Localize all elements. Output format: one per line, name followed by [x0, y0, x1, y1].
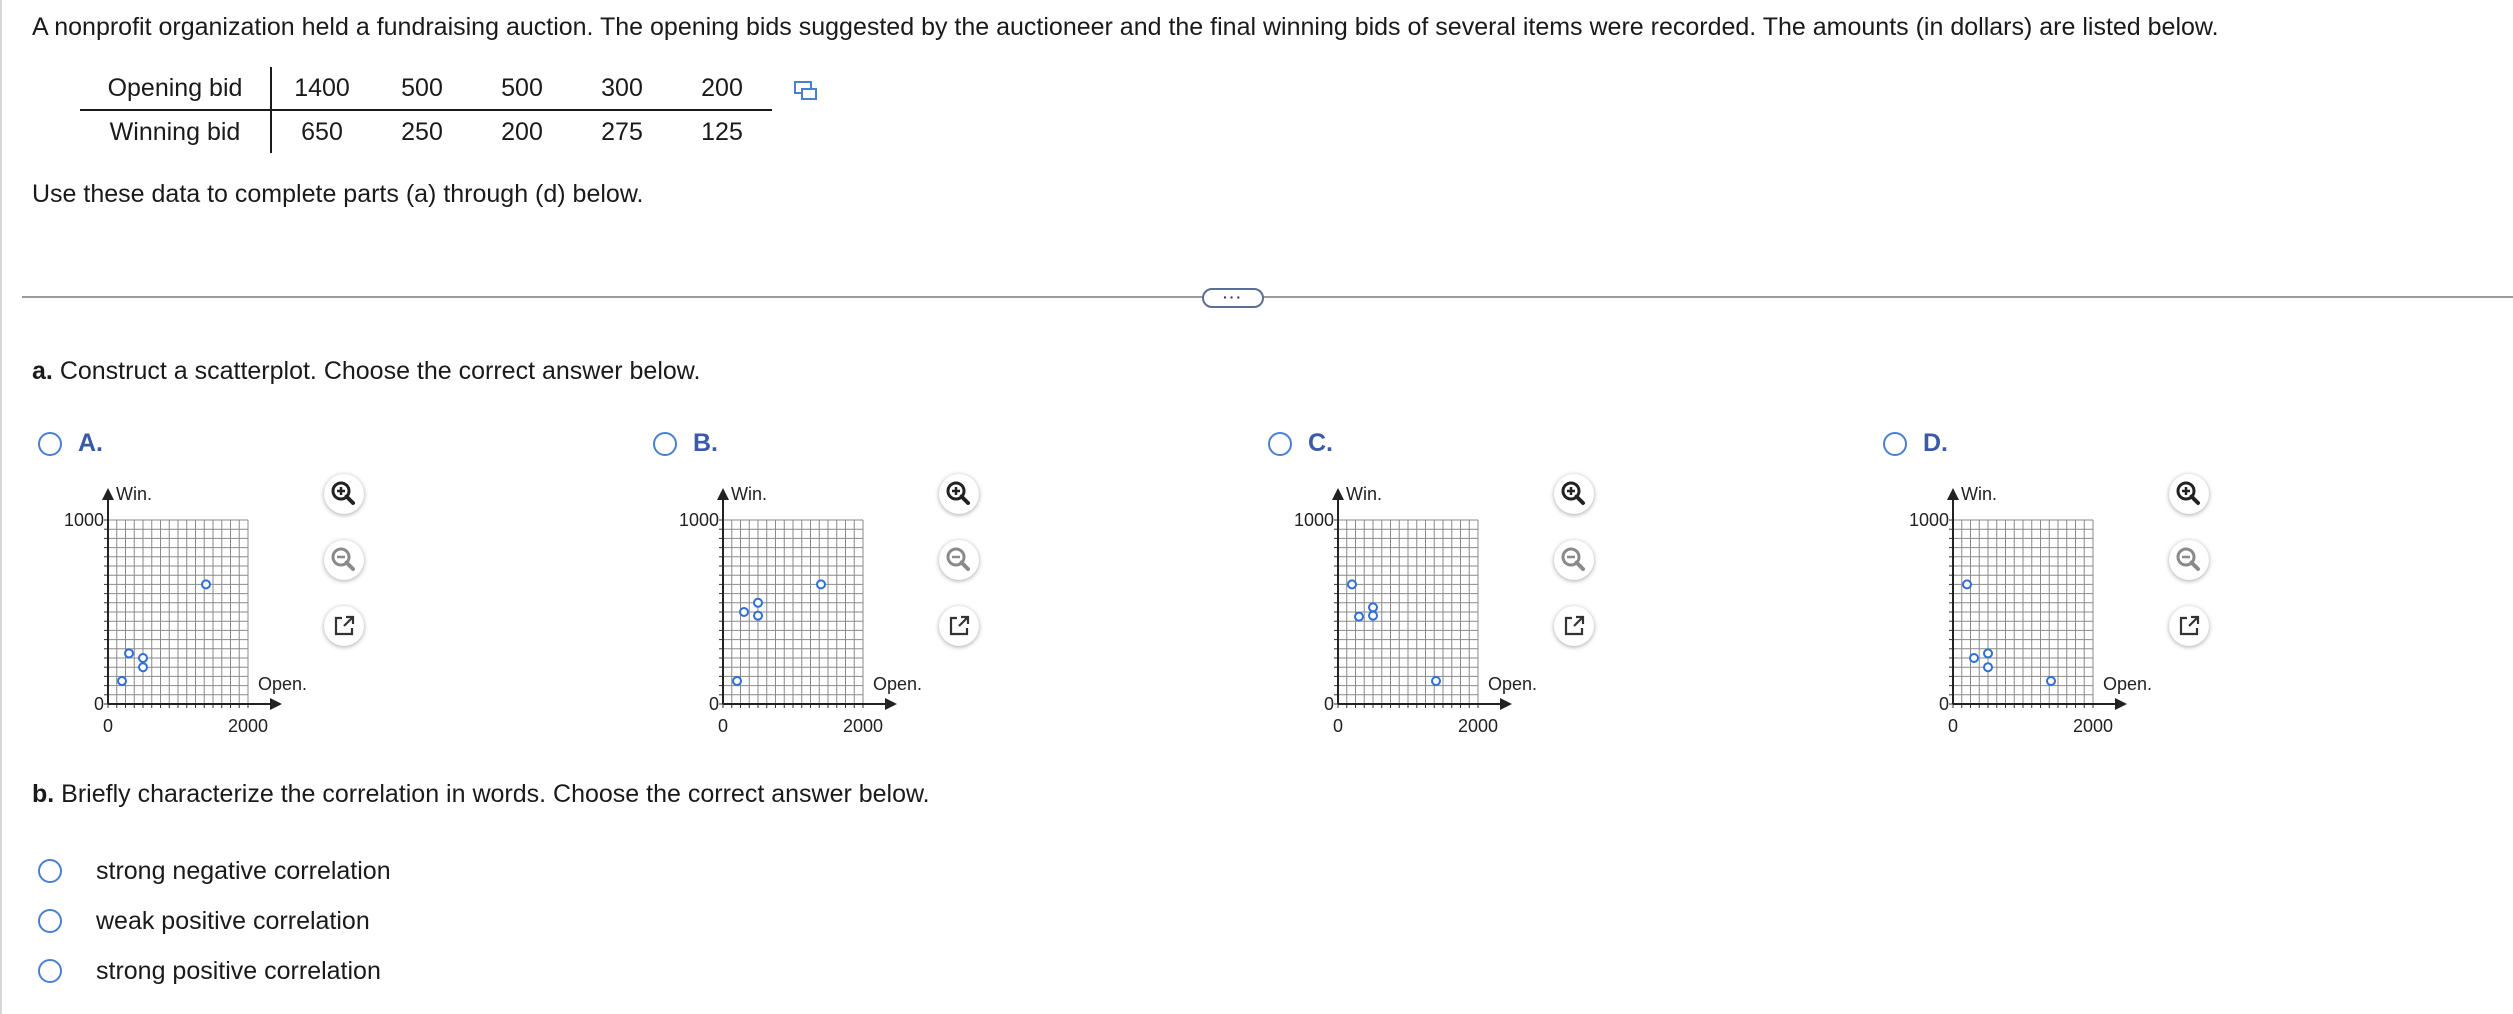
data-point: [1369, 612, 1377, 620]
table-cell: 125: [701, 117, 743, 146]
option-a-scatterplot: [38, 472, 338, 732]
table-cell: 250: [401, 117, 443, 146]
table-cell: 650: [301, 117, 343, 146]
option-a-letter: A.: [78, 429, 103, 457]
data-point: [1984, 663, 1992, 671]
option-b-letter: B.: [693, 429, 718, 457]
table-cell: 300: [572, 67, 672, 110]
data-point: [125, 649, 133, 657]
bids-table: [80, 67, 772, 153]
zoom-in-icon: [2169, 474, 2209, 514]
popout-icon: [939, 606, 979, 646]
zoom-out-icon: [2169, 540, 2209, 580]
row-label-opening: Opening bid: [80, 67, 271, 110]
popout-icon: [324, 606, 364, 646]
data-point: [754, 612, 762, 620]
table-row: [80, 67, 772, 110]
option-a: [38, 429, 628, 762]
zoom-in-icon: [1554, 474, 1594, 514]
choice-radio[interactable]: [38, 959, 62, 983]
part-b-label: b.: [32, 780, 55, 808]
choice-label: strong positive correlation: [96, 957, 381, 985]
plot-grid: [108, 520, 248, 704]
x-tick-label: 0: [717, 716, 729, 732]
x-axis-label: Open.: [1488, 674, 1538, 694]
zoom-in-button[interactable]: [1554, 474, 1594, 514]
part-a-text: Construct a scatterplot. Choose the correct answer below.: [59, 357, 701, 385]
plot-grid: [1953, 520, 2093, 704]
data-point: [1963, 580, 1971, 588]
option-d-radio[interactable]: [1883, 432, 1907, 456]
option-d: [1883, 429, 2473, 762]
y-axis-label: Win.: [116, 484, 152, 504]
problem-intro: A nonprofit organization held a fundraising auction. The opening bids suggested by the auctioneer and the final winning bids of several items were recorded. The amounts (in dollars) are listed below.: [32, 13, 2219, 41]
choice-label: weak positive correlation: [96, 907, 370, 935]
y-axis-arrow: [1332, 488, 1344, 500]
table-cell: 275: [601, 117, 643, 146]
data-point: [202, 580, 210, 588]
y-tick-label: 0: [1938, 694, 1949, 714]
popout-icon: [1554, 606, 1594, 646]
y-tick-label: 1000: [678, 510, 719, 530]
data-point: [1369, 603, 1377, 611]
popout-button[interactable]: [2169, 606, 2209, 646]
data-point: [1432, 677, 1440, 685]
part-b-text: Briefly characterize the correlation in words. Choose the correct answer below.: [61, 780, 930, 808]
x-axis-arrow: [2115, 698, 2127, 710]
x-tick-label: 2000: [842, 716, 884, 732]
option-c-letter: C.: [1308, 429, 1333, 457]
x-tick-label: 2000: [1457, 716, 1499, 732]
table-cell: 200: [672, 67, 772, 110]
zoom-out-icon: [324, 540, 364, 580]
option-b-scatterplot: [653, 472, 953, 732]
popout-button[interactable]: [324, 606, 364, 646]
option-b-radio[interactable]: [653, 432, 677, 456]
zoom-in-button[interactable]: [939, 474, 979, 514]
y-axis-label: Win.: [1346, 484, 1382, 504]
zoom-out-icon: [1554, 540, 1594, 580]
data-point: [1348, 580, 1356, 588]
x-axis-arrow: [885, 698, 897, 710]
data-point: [817, 580, 825, 588]
table-row: [80, 110, 772, 153]
zoom-in-icon: [939, 474, 979, 514]
data-point: [139, 654, 147, 662]
y-tick-label: 1000: [1293, 510, 1334, 530]
popout-button[interactable]: [1554, 606, 1594, 646]
table-cell: 500: [372, 67, 472, 110]
choice-radio[interactable]: [38, 859, 62, 883]
option-d-letter: D.: [1923, 429, 1948, 457]
y-axis-arrow: [717, 488, 729, 500]
x-tick-label: 0: [102, 716, 114, 732]
x-axis-label: Open.: [2103, 674, 2153, 694]
table-cell: 200: [501, 117, 543, 146]
part-a-label: a.: [32, 357, 53, 385]
zoom-out-button[interactable]: [1554, 540, 1594, 580]
x-axis-arrow: [270, 698, 282, 710]
data-point: [1355, 613, 1363, 621]
data-point: [1984, 649, 1992, 657]
data-point: [754, 599, 762, 607]
option-a-radio[interactable]: [38, 432, 62, 456]
zoom-out-icon: [939, 540, 979, 580]
row-label-winning: Winning bid: [80, 110, 271, 153]
instruction-text: Use these data to complete parts (a) through (d) below.: [32, 180, 644, 208]
data-point: [139, 663, 147, 671]
choice-label: strong negative correlation: [96, 857, 391, 885]
option-b: [653, 429, 1243, 762]
zoom-out-button[interactable]: [324, 540, 364, 580]
popout-button[interactable]: [939, 606, 979, 646]
data-point: [733, 677, 741, 685]
x-tick-label: 2000: [227, 716, 269, 732]
y-tick-label: 0: [1323, 694, 1334, 714]
left-edge-border: [0, 0, 2, 1014]
data-point: [118, 677, 126, 685]
data-point: [2047, 677, 2055, 685]
zoom-out-button[interactable]: [939, 540, 979, 580]
copy-icon[interactable]: [793, 80, 819, 102]
option-c: [1268, 429, 1858, 762]
part-b-prompt: [32, 777, 930, 811]
expand-more-button[interactable]: ···: [1202, 288, 1264, 308]
part-a-prompt: [32, 354, 700, 388]
zoom-out-button[interactable]: [2169, 540, 2209, 580]
table-cell: 500: [472, 67, 572, 110]
y-tick-label: 1000: [63, 510, 104, 530]
option-c-scatterplot: [1268, 472, 1568, 732]
y-tick-label: 0: [708, 694, 719, 714]
zoom-in-icon: [324, 474, 364, 514]
x-axis-label: Open.: [873, 674, 923, 694]
zoom-in-button[interactable]: [324, 474, 364, 514]
y-axis-label: Win.: [1961, 484, 1997, 504]
zoom-in-button[interactable]: [2169, 474, 2209, 514]
x-axis-arrow: [1500, 698, 1512, 710]
x-tick-label: 2000: [2072, 716, 2114, 732]
data-point: [1970, 654, 1978, 662]
popout-icon: [2169, 606, 2209, 646]
x-tick-label: 0: [1332, 716, 1344, 732]
option-d-scatterplot: [1883, 472, 2183, 732]
x-axis-label: Open.: [258, 674, 308, 694]
y-axis-arrow: [1947, 488, 1959, 500]
table-cell: 1400: [271, 67, 372, 110]
choice-radio[interactable]: [38, 909, 62, 933]
y-axis-arrow: [102, 488, 114, 500]
data-point: [740, 608, 748, 616]
y-tick-label: 0: [93, 694, 104, 714]
y-axis-label: Win.: [731, 484, 767, 504]
option-c-radio[interactable]: [1268, 432, 1292, 456]
section-divider: [22, 296, 2513, 298]
x-tick-label: 0: [1947, 716, 1959, 732]
y-tick-label: 1000: [1908, 510, 1949, 530]
